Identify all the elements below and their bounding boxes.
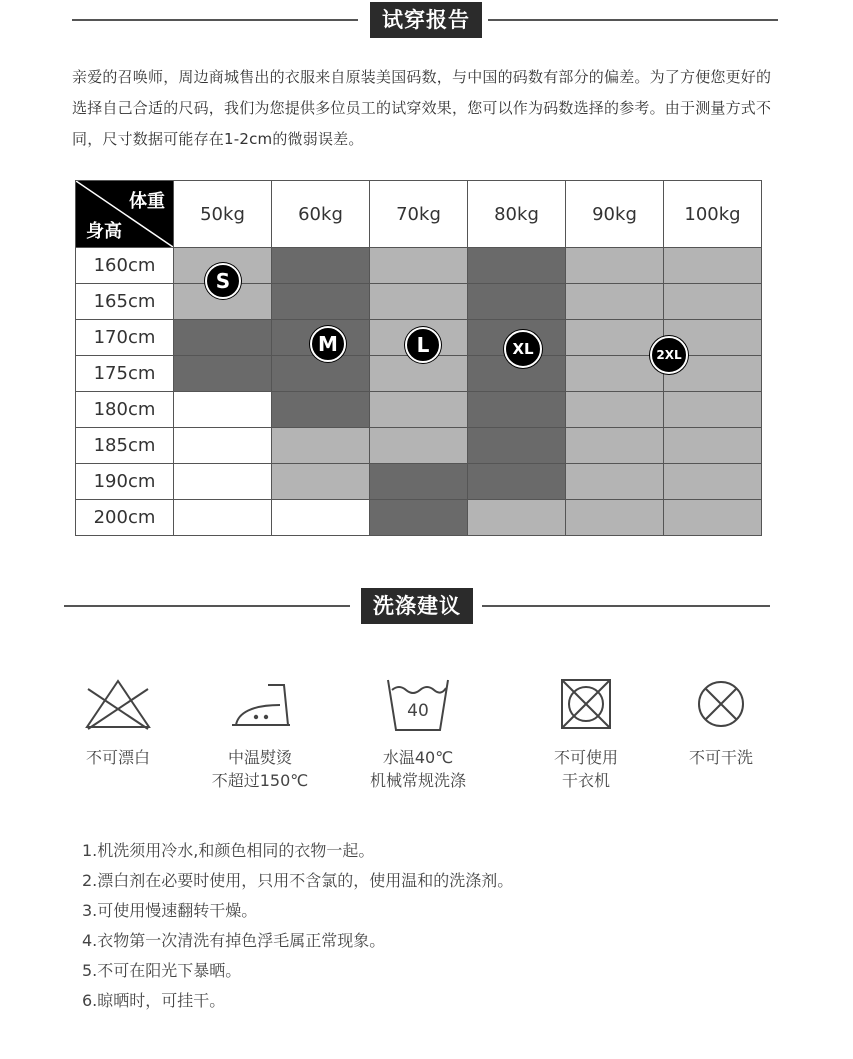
size-cell (272, 284, 370, 320)
list-item: 6.晾晒时，可挂干。 (82, 991, 226, 1010)
no-bleach-icon (58, 672, 178, 736)
wash-40-icon (358, 672, 478, 736)
size-cell (566, 356, 664, 392)
care-label: 水温40℃ (382, 748, 454, 767)
list-item: 5.不可在阳光下暴晒。 (82, 961, 242, 980)
divider-left (64, 605, 350, 607)
divider-left (72, 19, 358, 21)
fit-report-intro: 亲爱的召唤师，周边商城售出的衣服来自原装美国码数，与中国的码数有部分的偏差。为了方便您更好的选择自己合适的尺码，我们为您提供多位员工的试穿效果，您可以作为码数选择的参考。由于测量方式不同，尺寸数据可能存在1-2cm的微弱误差。 (72, 68, 772, 148)
size-cell (272, 356, 370, 392)
size-cell (272, 464, 370, 500)
size-cell (566, 428, 664, 464)
size-cell (370, 500, 468, 536)
weight-col-header: 60kg (272, 181, 370, 248)
size-cell (370, 428, 468, 464)
size-cell (468, 500, 566, 536)
size-chart-body (76, 248, 762, 536)
care-item-no-dryer (526, 672, 646, 792)
size-cell (174, 392, 272, 428)
table-row (76, 248, 762, 284)
size-cell (468, 284, 566, 320)
size-cell (664, 464, 762, 500)
list-item: 1.机洗须用冷水,和颜色相同的衣物一起。 (82, 841, 375, 860)
table-row (76, 392, 762, 428)
size-cell (174, 428, 272, 464)
care-label: 不可使用 (553, 748, 618, 767)
weight-col-header: 70kg (370, 181, 468, 248)
size-cell (272, 248, 370, 284)
care-header (64, 588, 770, 624)
size-cell (664, 428, 762, 464)
weight-col-header: 90kg (566, 181, 664, 248)
weight-col-header: 50kg (174, 181, 272, 248)
divider-right (488, 19, 778, 21)
height-row-header: 170cm (76, 320, 174, 356)
size-cell (272, 500, 370, 536)
height-row-header: 180cm (76, 392, 174, 428)
care-label: 中温熨烫 (227, 748, 292, 767)
size-cell (566, 248, 664, 284)
size-cell (272, 428, 370, 464)
size-cell (664, 284, 762, 320)
height-row-header: 165cm (76, 284, 174, 320)
table-row (76, 464, 762, 500)
size-cell (174, 356, 272, 392)
weight-axis-label: 体重 (129, 191, 165, 212)
size-cell (174, 320, 272, 356)
size-cell (566, 284, 664, 320)
care-label: 不可干洗 (688, 748, 753, 767)
weight-col-header: 100kg (664, 181, 762, 248)
size-cell (370, 392, 468, 428)
iron-medium-icon (200, 672, 320, 736)
size-badge-xl: XL (504, 330, 542, 368)
size-cell (370, 464, 468, 500)
divider-right (482, 605, 770, 607)
size-cell (468, 428, 566, 464)
care-item-no-bleach (58, 672, 178, 769)
table-corner-cell (76, 181, 174, 248)
height-row-header: 160cm (76, 248, 174, 284)
height-row-header: 190cm (76, 464, 174, 500)
care-tips-list (82, 836, 513, 1016)
fit-report-title: 试穿报告 (370, 2, 482, 38)
care-item-no-dry-clean (661, 672, 781, 769)
wash-temp-text: 40 (407, 701, 429, 721)
size-cell (468, 392, 566, 428)
size-badge-l: L (405, 327, 441, 363)
weight-col-header: 80kg (468, 181, 566, 248)
size-badge-2xl: 2XL (650, 336, 688, 374)
no-dry-clean-icon (661, 672, 781, 736)
care-label: 干衣机 (561, 771, 610, 790)
no-tumble-dry-icon (526, 672, 646, 736)
size-cell (174, 464, 272, 500)
height-row-header: 200cm (76, 500, 174, 536)
height-row-header: 185cm (76, 428, 174, 464)
size-cell (566, 392, 664, 428)
height-axis-label: 身高 (86, 221, 122, 242)
list-item: 3.可使用慢速翻转干燥。 (82, 901, 258, 920)
size-cell (566, 500, 664, 536)
size-cell (174, 500, 272, 536)
fit-report-header (72, 2, 778, 38)
care-label: 机械常规洗涤 (369, 771, 466, 790)
care-title: 洗涤建议 (361, 588, 473, 624)
size-badge-s: S (205, 263, 241, 299)
care-label: 不超过150℃ (211, 771, 309, 790)
list-item: 2.漂白剂在必要时使用，只用不含氯的，使用温和的洗涤剂。 (82, 871, 514, 890)
size-cell (468, 464, 566, 500)
list-item: 4.衣物第一次清洗有掉色浮毛属正常现象。 (82, 931, 386, 950)
size-cell (566, 464, 664, 500)
size-cell (664, 392, 762, 428)
table-header-row (76, 181, 762, 248)
size-cell (664, 500, 762, 536)
table-row (76, 284, 762, 320)
size-cell (664, 248, 762, 284)
size-cell (370, 248, 468, 284)
table-row (76, 500, 762, 536)
care-item-iron (200, 672, 320, 792)
care-item-wash (358, 672, 478, 792)
size-cell (566, 320, 664, 356)
care-label: 不可漂白 (85, 748, 150, 767)
size-cell (468, 248, 566, 284)
size-cell (370, 284, 468, 320)
height-row-header: 175cm (76, 356, 174, 392)
table-row (76, 428, 762, 464)
size-cell (272, 392, 370, 428)
size-badge-m: M (310, 326, 346, 362)
